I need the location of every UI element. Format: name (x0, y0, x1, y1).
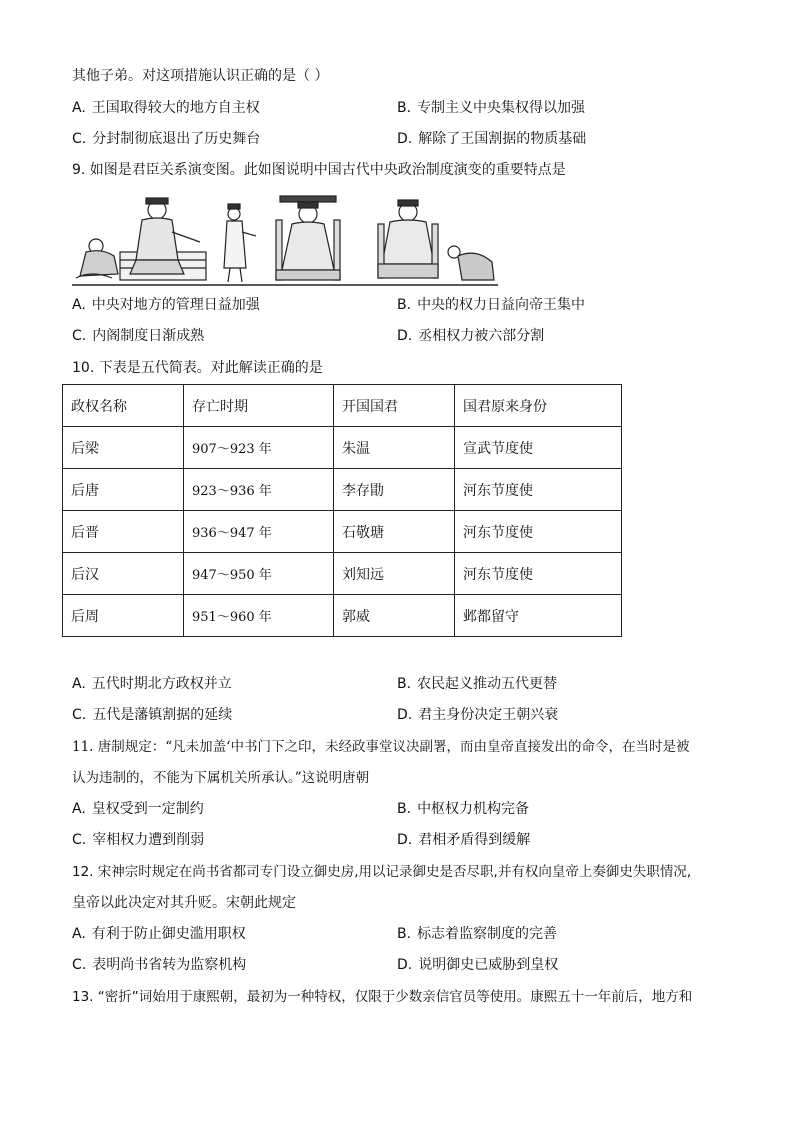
option-letter: B. (397, 801, 412, 817)
table-cell: 河东节度使 (455, 469, 622, 511)
q10-option-d[interactable] (397, 705, 558, 725)
option-text: 表明尚书省转为监察机构 (92, 957, 247, 973)
option-text: 专制主义中央集权得以加强 (417, 100, 586, 116)
option-text: 分封制彻底退出了历史舞台 (92, 131, 261, 147)
q12-stem-line2: 皇帝以此决定对其升贬。宋朝此规定 (72, 895, 296, 911)
option-letter: A. (72, 801, 86, 817)
q12-option-b[interactable] (397, 924, 557, 944)
option-text: 五代是藩镇割据的延续 (92, 707, 233, 723)
table-row (63, 595, 622, 637)
q11-option-a[interactable] (72, 799, 204, 819)
option-text: 中央对地方的管理日益加强 (91, 297, 260, 313)
q12-option-d[interactable] (397, 955, 558, 975)
table-cell: 宣武节度使 (455, 427, 622, 469)
option-letter: A. (72, 926, 86, 942)
q11-option-d[interactable] (397, 830, 530, 850)
option-text: 标志着监察制度的完善 (417, 926, 558, 942)
q8-option-b[interactable] (397, 98, 585, 118)
q11-stem-line1: 11. 唐制规定：“凡未加盖‘中书门下之印，未经政事堂议决副署，而由皇帝直接发出的命令，在当时是被 (72, 739, 690, 755)
q9-option-b[interactable] (397, 295, 585, 315)
option-letter: C. (72, 832, 87, 848)
q11-stem-line2: 认为违制的，不能为下属机关所承认。”这说明唐朝 (72, 770, 370, 786)
option-text: 宰相权力遭到削弱 (92, 832, 205, 848)
option-letter: B. (397, 926, 412, 942)
q11-option-c[interactable] (72, 830, 204, 850)
five-dynasties-table (62, 384, 622, 637)
table-row (63, 553, 622, 595)
option-letter: D. (397, 328, 413, 344)
table-row (63, 511, 622, 553)
option-letter: C. (72, 328, 87, 344)
table-cell: 后晋 (63, 511, 184, 553)
q10-option-c[interactable] (72, 705, 232, 725)
option-letter: D. (397, 707, 413, 723)
option-letter: C. (72, 707, 87, 723)
q8-stem-tail: 其他子弟。对这项措施认识正确的是（ ） (72, 68, 329, 84)
option-text: 君相矛盾得到缓解 (418, 832, 531, 848)
table-cell: 邺都留守 (455, 595, 622, 637)
option-text: 君主身份决定王朝兴衰 (418, 707, 559, 723)
q12-stem-line1: 12. 宋神宗时规定在尚书省都司专门设立御史房,用以记录御史是否尽职,并有权向皇帝上奏御史失职情况, (72, 864, 692, 880)
table-cell: 刘知远 (334, 553, 455, 595)
table-cell: 后汉 (63, 553, 184, 595)
option-text: 内阁制度日渐成熟 (92, 328, 205, 344)
table-cell: 后唐 (63, 469, 184, 511)
table-cell: 907～923 年 (184, 427, 334, 469)
option-letter: D. (397, 957, 413, 973)
table-cell: 河东节度使 (455, 553, 622, 595)
q9-option-d[interactable] (397, 326, 544, 346)
option-letter: D. (397, 131, 413, 147)
table-header-row (63, 385, 622, 427)
table-row (63, 469, 622, 511)
table-cell: 936～947 年 (184, 511, 334, 553)
table-header-cell: 开国国君 (334, 385, 455, 427)
table-cell: 郭威 (334, 595, 455, 637)
table-cell: 后梁 (63, 427, 184, 469)
q8-option-d[interactable] (397, 129, 586, 149)
option-letter: C. (72, 131, 87, 147)
table-cell: 923～936 年 (184, 469, 334, 511)
option-text: 五代时期北方政权并立 (91, 676, 232, 692)
q8-option-a[interactable] (72, 98, 260, 118)
option-text: 中央的权力日益向帝王集中 (417, 297, 586, 313)
table-row (63, 427, 622, 469)
option-text: 王国取得较大的地方自主权 (91, 100, 260, 116)
option-letter: A. (72, 676, 86, 692)
q12-option-c[interactable] (72, 955, 246, 975)
option-letter: C. (72, 957, 87, 973)
table-header-cell: 国君原来身份 (455, 385, 622, 427)
option-text: 中枢权力机构完备 (417, 801, 530, 817)
option-text: 丞相权力被六部分割 (418, 328, 545, 344)
option-text: 农民起义推动五代更替 (417, 676, 558, 692)
table-cell: 947～950 年 (184, 553, 334, 595)
option-letter: D. (397, 832, 413, 848)
option-letter: A. (72, 297, 86, 313)
table-header-cell: 政权名称 (63, 385, 184, 427)
q13-stem-line1: 13. “密折”词始用于康熙朝，最初为一种特权，仅限于少数亲信官员等使用。康熙五十一年前后，地方和 (72, 989, 693, 1005)
q10-stem: 10. 下表是五代简表。对此解读正确的是 (72, 360, 323, 376)
ruler-minister-evolution-illustration (72, 190, 500, 290)
option-text: 皇权受到一定制约 (91, 801, 204, 817)
table-cell: 石敬瑭 (334, 511, 455, 553)
option-letter: B. (397, 100, 412, 116)
option-text: 有利于防止御史滥用职权 (91, 926, 246, 942)
table-cell: 李存勖 (334, 469, 455, 511)
table-header-cell: 存亡时期 (184, 385, 334, 427)
option-letter: A. (72, 100, 86, 116)
option-text: 说明御史已威胁到皇权 (418, 957, 559, 973)
option-letter: B. (397, 676, 412, 692)
table-cell: 后周 (63, 595, 184, 637)
q10-option-b[interactable] (397, 674, 557, 694)
q12-option-a[interactable] (72, 924, 246, 944)
q9-option-c[interactable] (72, 326, 204, 346)
q9-stem: 9. 如图是君臣关系演变图。此如图说明中国古代中央政治制度演变的重要特点是 (72, 162, 566, 178)
table-cell: 951～960 年 (184, 595, 334, 637)
q9-option-a[interactable] (72, 295, 260, 315)
q10-option-a[interactable] (72, 674, 232, 694)
q11-option-b[interactable] (397, 799, 529, 819)
table-cell: 朱温 (334, 427, 455, 469)
option-text: 解除了王国割据的物质基础 (418, 131, 587, 147)
option-letter: B. (397, 297, 412, 313)
table-cell: 河东节度使 (455, 511, 622, 553)
q8-option-c[interactable] (72, 129, 260, 149)
